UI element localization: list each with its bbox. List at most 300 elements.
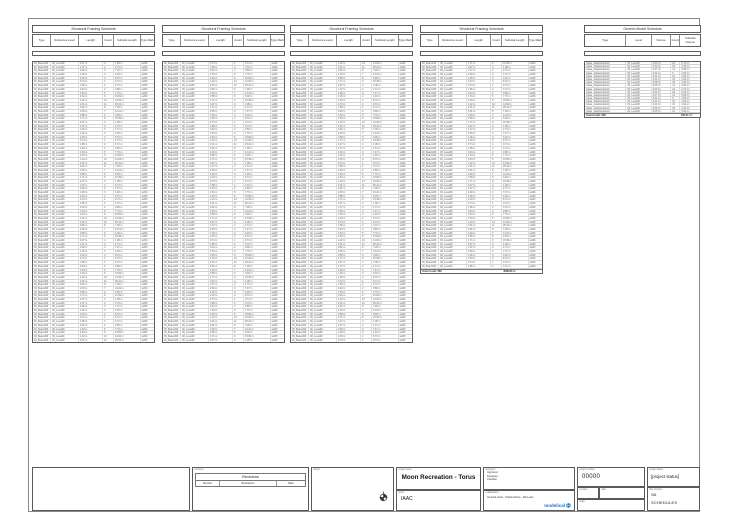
table-cell: 00_Beam200 [421,243,439,246]
table-cell: 12 [361,62,372,65]
title-block [32,467,700,511]
table-cell: 1.06 m [79,309,103,312]
table-cell: 1.54 m [337,114,361,117]
table-cell: 00_Beam200 [291,280,309,283]
table-cell: 00_Level00 [51,180,79,183]
table-cell: 00_Beam200 [163,154,181,157]
table-cell: 3.48 m [114,232,141,235]
table-cell: w200 [271,275,278,279]
table-cell: 00_Level00 [309,121,337,124]
table-cell: 00_Level00 [181,69,209,72]
table-cell: 00_Level00 [181,176,209,179]
table-cell: 00_Level00 [51,335,79,338]
table-cell: 2.18 m [467,139,491,142]
table-cell: 00_Level00 [181,320,209,323]
table-cell: w200 [399,121,406,124]
table-cell: 1.71 m [467,121,491,124]
table-cell: 00_Level00 [439,132,467,135]
table-cell: 6 [103,95,114,98]
table-cell: 0.27 m [79,62,103,65]
table-cell: 0.74 m [209,121,233,124]
table-cell: 2 [491,206,502,209]
table-cell: 00_Level00 [181,257,209,260]
table-cell: 7 [103,110,114,113]
table-cell: 1.06 m [467,195,491,198]
table-cell: 0.47 m³ [652,94,672,96]
table-cell: 0.91 m [209,88,233,91]
table-cell: 00_Beam200 [291,95,309,98]
table-cell: 0.74 m [372,280,399,283]
table-cell: w200 [529,227,536,231]
table-cell: 00_Level00 [181,151,209,154]
table-cell: w200 [529,150,536,154]
table-cell: 7.28 m [372,305,399,308]
table-cell: 00_Beam200 [421,206,439,209]
table-cell: 1 [491,202,502,205]
table-header-row [32,34,155,47]
table-cell: 00_Beam200 [291,313,309,316]
table-cell: 5 [491,154,502,157]
table-cell: 00_Level00 [181,305,209,308]
table-cell: 00_Beam200 [421,128,439,131]
table-cell: 1.71 m [467,180,491,183]
table-cell: 3.72 m [114,202,141,205]
table-cell: Glass_AdaptiveFamily [585,78,626,80]
table-cell: 00_Level00 [181,265,209,268]
table-cell: 1 [361,221,372,224]
table-cell: 00_Level00 [439,221,467,224]
table-cell: 0.86 m [372,169,399,172]
table-cell: 7.47 m [502,250,529,253]
table-cell: 00_Level00 [181,217,209,220]
table-cell: w200 [271,331,278,334]
table-cell: 00_Level00 [51,136,79,139]
table-cell: 00_Beam200 [163,243,181,246]
table-cell: 7.70 m [114,92,141,95]
designer-role-approver: Approver [487,471,498,475]
table-cell: 2.18 m [79,254,103,257]
table-cell: 0.43 m [209,187,233,190]
table-cell: 11 [233,320,244,323]
table-cell: 00_Level00 [439,206,467,209]
table-cell: 00_Beam200 [163,246,181,249]
table-cell: 00_Level00 [51,250,79,253]
table-cell: 2.18 m [209,235,233,238]
table-cell: 15.84 m [502,99,529,102]
table-cell: 8 [491,228,502,231]
table-cell: w200 [399,98,406,102]
table-cell: w200 [399,80,406,84]
table-cell: 00_Beam200 [163,151,181,154]
table-cell: 3.72 m [244,125,271,128]
table-cell: 3.48 m [502,117,529,120]
table-cell: 3.72 m [114,261,141,264]
table-cell: 00_Level00 [181,169,209,172]
table-cell: 3.48 m [502,176,529,179]
table-cell: 00_Level00 [439,92,467,95]
table-cell: w200 [141,117,148,120]
table-cell: 00_Beam200 [33,154,51,157]
table-title: Structural Framing Schedule [162,25,285,33]
table-cell: w200 [141,261,148,264]
table-cell: 00_Level00 [439,180,467,183]
table-cell: 00_Beam200 [163,206,181,209]
table-cell: 14.21 m [114,287,141,290]
table-cell: 00_Beam200 [291,99,309,102]
table-cell: 00_Beam200 [291,139,309,142]
table-cell: 00_Beam200 [163,224,181,227]
table-cell: 00_Beam200 [291,257,309,260]
table-cell: 1 [233,121,244,124]
table-cell: 00_Beam200 [421,169,439,172]
table-cell: 7.28 m [114,283,141,286]
table-cell: 5 [361,232,372,235]
table-cell: w200 [529,264,536,268]
table-cell: 3.72 m [244,184,271,187]
table-cell: 00_Beam200 [33,254,51,257]
table-cell: 7.70 m [502,154,529,157]
table-cell: 6 [361,235,372,238]
table-cell: 00_Beam200 [33,187,51,190]
table-cell: 2.31 m [209,261,233,264]
table-cell: 00_Beam200 [291,69,309,72]
table-cell: 4 [491,257,502,260]
table-cell: 00_Level00 [309,191,337,194]
table-cell: 8 [233,88,244,91]
table-cell: 1 [103,139,114,142]
table-cell: 4 [103,239,114,242]
table-cell: 7.70 m [114,210,141,213]
table-cell: 00_Level00 [181,243,209,246]
table-cell: w200 [529,176,536,179]
blank-row [584,51,701,56]
table-cell: 0.08 m³ [652,107,672,109]
table-cell: 00_Level00 [439,88,467,91]
table-cell: 1.86 m [337,106,361,109]
table-cell: 2.31 m [337,66,361,69]
table-cell: 1.08 m [114,121,141,124]
table-cell: 1.86 m [79,143,103,146]
table-cell: 00_Level00 [439,136,467,139]
table-cell: 7.47 m [114,305,141,308]
table-cell: 00_Beam200 [421,154,439,157]
scale-box [577,499,645,511]
table-cell: w200 [399,106,406,109]
table-cell: 8.72 m [372,158,399,161]
table-cell: 00_Level00 [439,154,467,157]
table-cell: 2 [233,187,244,190]
table-cell: 1.08 m [114,298,141,301]
table-cell: w200 [141,305,148,309]
table-cell: 00_Beam200 [291,80,309,83]
table-cell: w200 [529,132,536,135]
table-cell: 2.64 m [209,136,233,139]
table-cell: 1.22 m [79,335,103,338]
table-cell: 15.84 m [372,117,399,120]
table-cell: 1.06 m [209,114,233,117]
table-cell: 00_Beam200 [163,198,181,201]
table-cell: 1.86 m [467,206,491,209]
table-cell: 00_Level00 [181,272,209,275]
table-cell: 6 [233,195,244,198]
table-cell: 00_Beam200 [33,224,51,227]
table-cell: w200 [271,132,278,135]
table-cell: 1.71 m [209,276,233,279]
table-cell: w200 [399,316,406,320]
table-cell: w200 [141,268,148,272]
project-number-box [577,467,645,487]
table-cell: 1.37 m [467,246,491,249]
table-cell: 2.18 m [79,313,103,316]
table-cell: 14.64 m [372,121,399,124]
table-cell: 0.74 m [79,80,103,83]
table-cell: 00_Level00 [309,313,337,316]
table-cell: 00_Level00 [181,106,209,109]
table-cell: 00_Beam200 [33,320,51,323]
table-cell: 3.72 m [502,88,529,91]
table-cell: 00_Level00 [181,213,209,216]
table-cell: 6 [361,117,372,120]
table-cell: 00_Beam200 [421,250,439,253]
table-row [163,339,284,343]
table-cell: 1.08 m [502,125,529,128]
table-cell: 2.31 m [337,243,361,246]
table-cell: 00_Level00 [309,147,337,150]
table-cell: 11 [491,224,502,227]
table-cell: 00_Level00 [51,99,79,102]
table-cell: 00_Level00 [309,217,337,220]
table-cell: 2.03 m [337,73,361,76]
table-cell: 2 [361,165,372,168]
table-cell: 00_Beam200 [163,117,181,120]
table-cell: 2.03 m [467,232,491,235]
sheet-name: SCHEDULES [651,499,678,505]
table-cell: 3.72 m [372,106,399,109]
table-cell: 7 [233,151,244,154]
table-cell: w200 [399,301,406,305]
table-title: Generic Model Schedule [584,25,701,33]
table-cell: 00_Beam200 [33,261,51,264]
table-cell: 6 [361,195,372,198]
table-cell: 00_Beam200 [163,335,181,338]
table-cell: 00_Level00 [309,187,337,190]
table-cell: 25.41 m [502,165,529,168]
table-cell: 00_Level00 [51,257,79,260]
table-cell: 00_Level00 [51,235,79,238]
table-cell: 00_Level00 [439,217,467,220]
table-cell: 12 [103,158,114,161]
table-cell: 0.91 m [467,169,491,172]
table-cell: 15.84 m [244,195,271,198]
table-cell: 00_Beam200 [421,173,439,176]
table-cell: 00_Beam200 [33,265,51,268]
table-cell: 11 [361,243,372,246]
table-cell: 7.28 m [372,69,399,72]
table-cell: 00_Beam200 [421,235,439,238]
table-cell: 15.84 m [372,176,399,179]
table-cell: 3 [491,73,502,76]
table-cell: 00_Beam200 [33,276,51,279]
table-cell: 0.43 m [209,305,233,308]
table-cell: w200 [271,338,278,342]
table-cell: 00_Beam200 [421,73,439,76]
date-box [599,487,645,499]
table-cell: w200 [399,294,406,297]
table-cell: 1.71 m [467,239,491,242]
table-cell: 1.08 m [244,339,271,343]
table-cell: w200 [141,161,148,165]
table-cell: 2.03 m [79,169,103,172]
table-cell: 00_Beam200 [163,158,181,161]
column-header: Type [33,35,51,46]
table-cell: 8.72 m [244,294,271,297]
table-cell: 11 [361,184,372,187]
table-cell: 00_Beam200 [421,210,439,213]
table-cell: 3.48 m [372,136,399,139]
table-cell: w200 [271,320,278,323]
table-cell: 00_Beam200 [33,73,51,76]
table-cell: 00_Beam200 [291,272,309,275]
table-cell: 3 [361,95,372,98]
table-cell: 1.22 m [209,316,233,319]
table-cell: w200 [141,143,148,146]
table-cell: 14.21 m [114,110,141,113]
table-cell: w200 [399,290,406,294]
table-cell: 00_Beam200 [421,265,439,268]
project-number: 00000 [582,473,601,480]
table-cell: 00_Level00 [181,291,209,294]
table-cell: 0.43 m [79,265,103,268]
table-cell: 0.91 m [337,69,361,72]
table-cell: 1.22 m [79,217,103,220]
table-cell: 2.31 m [337,302,361,305]
table-cell: w200 [141,124,148,128]
table-cell: 3 [233,110,244,113]
table-cell: 3.18 m [244,232,271,235]
table-cell: 1.37 m [79,184,103,187]
table-cell: 00_Beam200 [163,121,181,124]
table-cell: 00_Beam200 [291,213,309,216]
table-cell: 00_Level00 [309,261,337,264]
table-cell: 2.49 m [337,151,361,154]
table-cell: 0.43 m [467,210,491,213]
table-cell: 1 [361,339,372,343]
table-cell: 4 [233,235,244,238]
table-cell: 00_Beam200 [33,162,51,165]
table-cell: 00_Level00 [51,195,79,198]
table-cell: 00_Level00 [181,92,209,95]
table-cell: 0.58 m [337,77,361,80]
table-cell: w200 [141,135,148,139]
stamp-caption: stamp [313,469,320,471]
table-cell: 12 [233,257,244,260]
table-cell: 7.28 m [244,147,271,150]
table-cell: 00_Level00 [626,88,651,90]
column-header: Count [233,35,244,46]
table-cell: 00_Beam200 [421,213,439,216]
table-cell: 4 [233,280,244,283]
table-cell: 15.39 m [502,121,529,124]
table-cell: 22 [671,100,680,102]
table-cell: 00_Beam200 [33,331,51,334]
table-cell: 0.27 m [467,66,491,69]
table-cell: 1.54 m [209,309,233,312]
project-name-caption: project name [398,469,412,471]
table-cell: 4 [491,80,502,83]
table-cell: 00_Level00 [439,176,467,179]
table-cell: 0.74 m [337,339,361,343]
table-cell: 00_Level00 [309,243,337,246]
table-cell: w200 [529,121,536,124]
table-cell: w200 [271,194,278,198]
table-cell: w200 [141,128,148,132]
table-cell: 2.49 m [209,228,233,231]
table-cell: 2.64 m [209,313,233,316]
table-cell: 3 [233,228,244,231]
table-cell: 6 [103,154,114,157]
table-cell: 25.41 m [244,202,271,205]
table-cell: 00_Beam200 [163,228,181,231]
table-cell: 00_Beam200 [421,143,439,146]
table-cell: 6 [491,235,502,238]
table-cell: 2.18 m [209,294,233,297]
table-cell: w200 [271,216,278,220]
table-cell: 25.41 m [372,243,399,246]
table-cell: w200 [399,309,406,312]
table-cell: 15.84 m [114,154,141,157]
column-header: Subtotal Length [502,35,529,46]
table-cell: 00_Level00 [51,121,79,124]
table-cell: 1.86 m [79,320,103,323]
table-cell: w200 [141,294,148,297]
table-cell: 00_Level00 [51,162,79,165]
table-cell: 7 [233,328,244,331]
table-cell: 00_Level00 [51,298,79,301]
table-cell: 1.37 m [337,147,361,150]
table-cell: 1.86 m [209,243,233,246]
table-cell: 2.03 m [79,110,103,113]
table-cell: 00_Beam200 [291,246,309,249]
table-cell: 00_Level00 [309,69,337,72]
table-cell: 00_Level00 [51,184,79,187]
table-cell: 2.74 m [114,184,141,187]
table-cell: 0.91 m [337,187,361,190]
table-cell: 3 [233,169,244,172]
table-cell: 2 [233,246,244,249]
table-cell: 3 [361,331,372,334]
table-cell: 00_Beam200 [291,206,309,209]
table-cell: 00_Level00 [309,95,337,98]
table-cell: 2 [103,202,114,205]
table-cell: 5 [233,132,244,135]
table-cell: 00_Beam200 [421,198,439,201]
table-cell: 7.47 m [372,210,399,213]
table-cell: 0.43 m [79,206,103,209]
table-cell: w200 [271,62,278,65]
table-cell: 00_Beam200 [163,191,181,194]
table-cell: 14.64 m [244,198,271,201]
table-cell: 2 [103,143,114,146]
table-cell: w200 [529,253,536,257]
table-cell: w200 [399,331,406,334]
table-cell: 1.86 m [467,147,491,150]
table-cell: 00_Beam200 [163,176,181,179]
table-cell: 7.70 m [372,114,399,117]
table-cell: 2 [361,206,372,209]
table-cell: 3 [361,328,372,331]
table-cell: 2.03 m [209,92,233,95]
table-cell: 0.21 m³ [652,75,672,77]
